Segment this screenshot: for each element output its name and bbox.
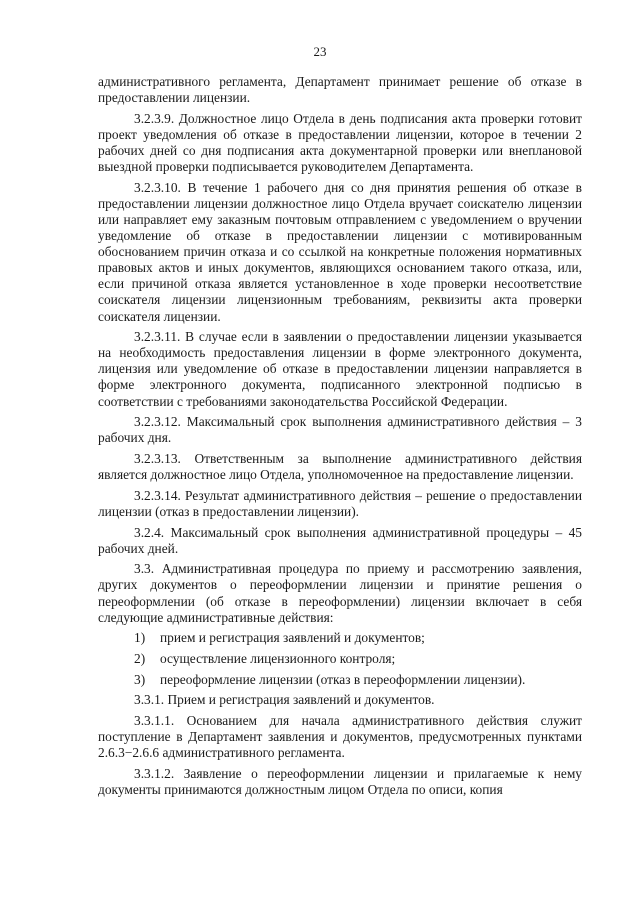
paragraph: 3.3.1. Прием и регистрация заявлений и документов. <box>134 692 435 708</box>
paragraph: 3.3. Административная процедура по приему и рассмотрению заявления, других документов о переоформлении лицензии и принятие решения о переоформлении (об отказе в переоформлении) лицензии включает в себя следующие административные действия: <box>98 561 582 625</box>
list-text: прием и регистрация заявлений и документов; <box>160 630 425 646</box>
list-item <box>98 672 582 688</box>
paragraph: 3.2.3.9. Должностное лицо Отдела в день подписания акта проверки готовит проект уведомления об отказе в предоставлении лицензии, которое в течении 2 рабочих дней со дня подписания акта документарной проверки или внеплановой выездной проверки подписывается руководителем Департамента. <box>98 110 582 175</box>
list-number: 2) <box>134 651 146 667</box>
list-text: осуществление лицензионного контроля; <box>160 651 396 667</box>
list-number: 1) <box>134 630 146 646</box>
paragraph: 3.2.4. Максимальный срок выполнения административной процедуры – 45 рабочих дней. <box>98 524 582 556</box>
list-text: переоформление лицензии (отказ в переоформлении лицензии). <box>160 671 526 687</box>
paragraph: 3.2.3.12. Максимальный срок выполнения административного действия – 3 рабочих дня. <box>98 414 582 446</box>
list-item <box>98 651 582 667</box>
list-item <box>98 630 582 646</box>
document-body <box>98 74 582 803</box>
paragraph: 3.2.3.13. Ответственным за выполнение административного действия является должностное лицо Отдела, уполномоченное на предоставление лицензии. <box>98 451 582 483</box>
paragraph: 3.3.1.1. Основанием для начала административного действия служит поступление в Департамент заявления и документов, предусмотренных пунктами 2.6.3−2.6.6 административного регламента. <box>98 713 582 761</box>
list-number: 3) <box>134 671 146 687</box>
paragraph: административного регламента, Департамент принимает решение об отказе в предоставлении лицензии. <box>98 74 582 106</box>
page-number: 23 <box>313 44 327 59</box>
paragraph: 3.3.1.2. Заявление о переоформлении лицензии и прилагаемые к нему документы принимаются должностным лицом Отдела по описи, копия <box>98 765 582 798</box>
paragraph: 3.2.3.11. В случае если в заявлении о предоставлении лицензии указывается на необходимость предоставления лицензии в форме электронного документа, лицензия или уведомление об отказе в предоставлении лицензии направляется в форме электронного документа, подписанного электронной подписью в соответствии с требованиями законодательства Российской Федерации. <box>98 329 582 409</box>
paragraph: 3.2.3.10. В течение 1 рабочего дня со дня принятия решения об отказе в предоставлении лицензии должностное лицо Отдела вручает соискателю лицензии или направляет ему заказным почтовым отправлением с уведомлением о вручении уведомление об отказе в предоставлении лицензии с мотивированным обоснованием причин отказа и со ссылкой на конкретные положения нормативных правовых актов и иных документов, являющихся основанием такого отказа, или, если причиной отказа является установленное в ходе проверки несоответствие соискателя лицензии лицензионным требованиям, реквизиты акта проверки соискателя лицензии. <box>98 179 582 324</box>
paragraph: 3.2.3.14. Результат административного действия – решение о предоставлении лицензии (отказ в предоставлении лицензии). <box>98 487 582 519</box>
